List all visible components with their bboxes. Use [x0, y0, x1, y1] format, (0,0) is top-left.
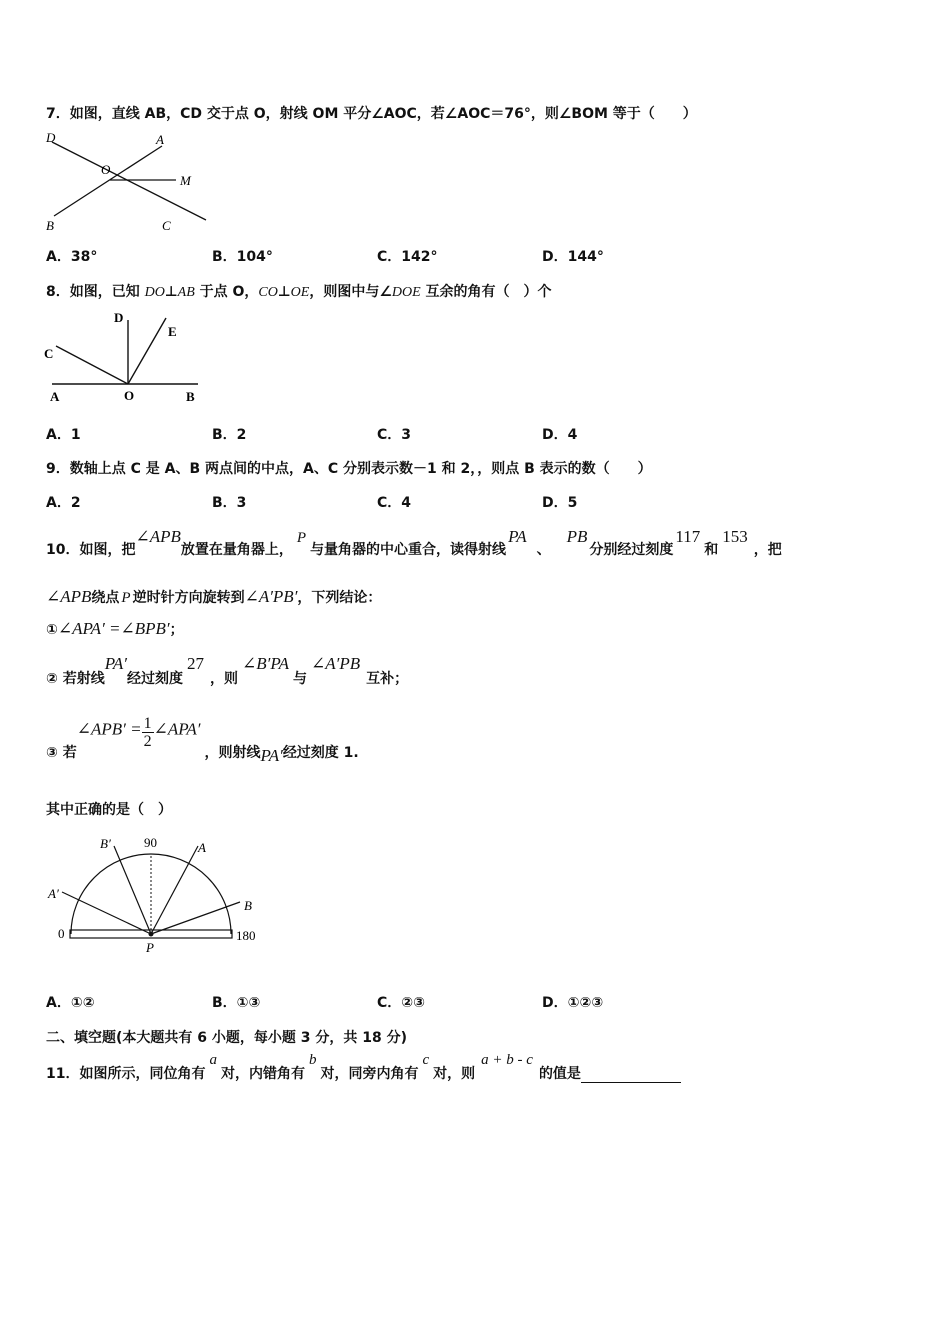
- q7-option-d[interactable]: D．144°: [542, 249, 604, 265]
- q10-stem-line2: ∠APB绕点 P 逆时针方向旋转到∠A′PB′，下列结论：: [46, 587, 382, 606]
- q10-stem-line1: 10．如图，把∠APB放置在量角器上，P与量角器的中心重合，读得射线PA、PB分别经过刻度117和153，把: [46, 527, 782, 558]
- label-a: A: [50, 389, 60, 404]
- q10-conclusion-1: ①∠APA′ =∠BPB′；: [46, 619, 184, 638]
- q8-option-d[interactable]: D．4: [542, 427, 578, 443]
- ray-pa: [151, 846, 198, 934]
- q7-stem: 7．如图，直线 AB，CD 交于点 O，射线 OM 平分∠AOC，若∠AOC＝76°，则∠BOM 等于（ ）: [46, 106, 697, 122]
- q7-option-a[interactable]: A．38°: [46, 249, 98, 265]
- q8-figure: [42, 306, 212, 406]
- point-p: [149, 932, 154, 937]
- label-m: M: [180, 173, 191, 188]
- q10-conclusion-3: ③ 若∠APB′ = $\frac{1}{2}$ ∠APA′，则射线PA′经过刻度 1.: [46, 715, 359, 765]
- q8-option-c[interactable]: C．3: [377, 427, 412, 443]
- label-b: B: [244, 898, 252, 913]
- q8-option-b[interactable]: B．2: [212, 427, 247, 443]
- label-e: E: [168, 324, 177, 339]
- q7-option-b[interactable]: B．104°: [212, 249, 273, 265]
- q11-answer-blank[interactable]: [581, 1068, 681, 1083]
- q8-option-a[interactable]: A．1: [46, 427, 81, 443]
- ray-pb1: [114, 846, 151, 934]
- q9-stem: 9．数轴上点 C 是 A、B 两点间的中点，A、C 分别表示数－1 和 2，，则点 B 表示的数（ ）: [46, 461, 652, 477]
- label-o: O: [101, 162, 111, 177]
- q7-option-c[interactable]: C．142°: [377, 249, 438, 265]
- q10-which: 其中正确的是（ ）: [46, 802, 172, 818]
- q10-conclusion-2: ② 若射线PA′经过刻度27，则∠B′PA与∠A′PB互补；: [46, 654, 409, 687]
- q11-stem: 11．如图所示，同位角有a对，内错角有b对，同旁内角有c对，则a + b - c的值是: [46, 1049, 681, 1069]
- label-a-prime: A′: [48, 886, 59, 901]
- ray-pa1: [62, 892, 151, 934]
- q10-protractor-figure: [44, 830, 274, 960]
- q10-option-b[interactable]: B．①③: [212, 995, 261, 1011]
- ray-oe: [128, 318, 166, 384]
- q9-option-d[interactable]: D．5: [542, 495, 578, 511]
- q9-option-b[interactable]: B．3: [212, 495, 247, 511]
- label-p: P: [146, 940, 154, 955]
- label-b: B: [46, 218, 54, 233]
- q10-option-d[interactable]: D．①②③: [542, 995, 604, 1011]
- line-ba: [54, 146, 162, 216]
- q7-figure: [44, 128, 214, 236]
- label-c: C: [162, 218, 171, 233]
- ray-oc: [56, 346, 128, 384]
- label-180: 180: [236, 928, 256, 943]
- section-2-heading: 二、填空题(本大题共有 6 小题，每小题 3 分，共 18 分): [46, 1030, 408, 1046]
- label-a: A: [198, 840, 206, 855]
- q9-option-c[interactable]: C．4: [377, 495, 412, 511]
- q10-option-c[interactable]: C．②③: [377, 995, 425, 1011]
- label-c: C: [44, 346, 54, 361]
- ray-pb: [151, 902, 240, 934]
- q10-option-a[interactable]: A．①②: [46, 995, 95, 1011]
- label-b-prime: B′: [100, 836, 111, 851]
- q9-option-a[interactable]: A．2: [46, 495, 81, 511]
- label-b: B: [186, 389, 195, 404]
- label-a: A: [156, 132, 164, 147]
- label-o: O: [124, 388, 135, 403]
- label-0: 0: [58, 926, 65, 941]
- q8-stem: 8．如图，已知 DO⊥AB 于点 O，CO⊥OE，则图中与∠DOE 互余的角有（ ）个: [46, 284, 552, 300]
- label-90: 90: [144, 835, 157, 850]
- label-d: D: [114, 310, 124, 325]
- label-d: D: [46, 130, 56, 145]
